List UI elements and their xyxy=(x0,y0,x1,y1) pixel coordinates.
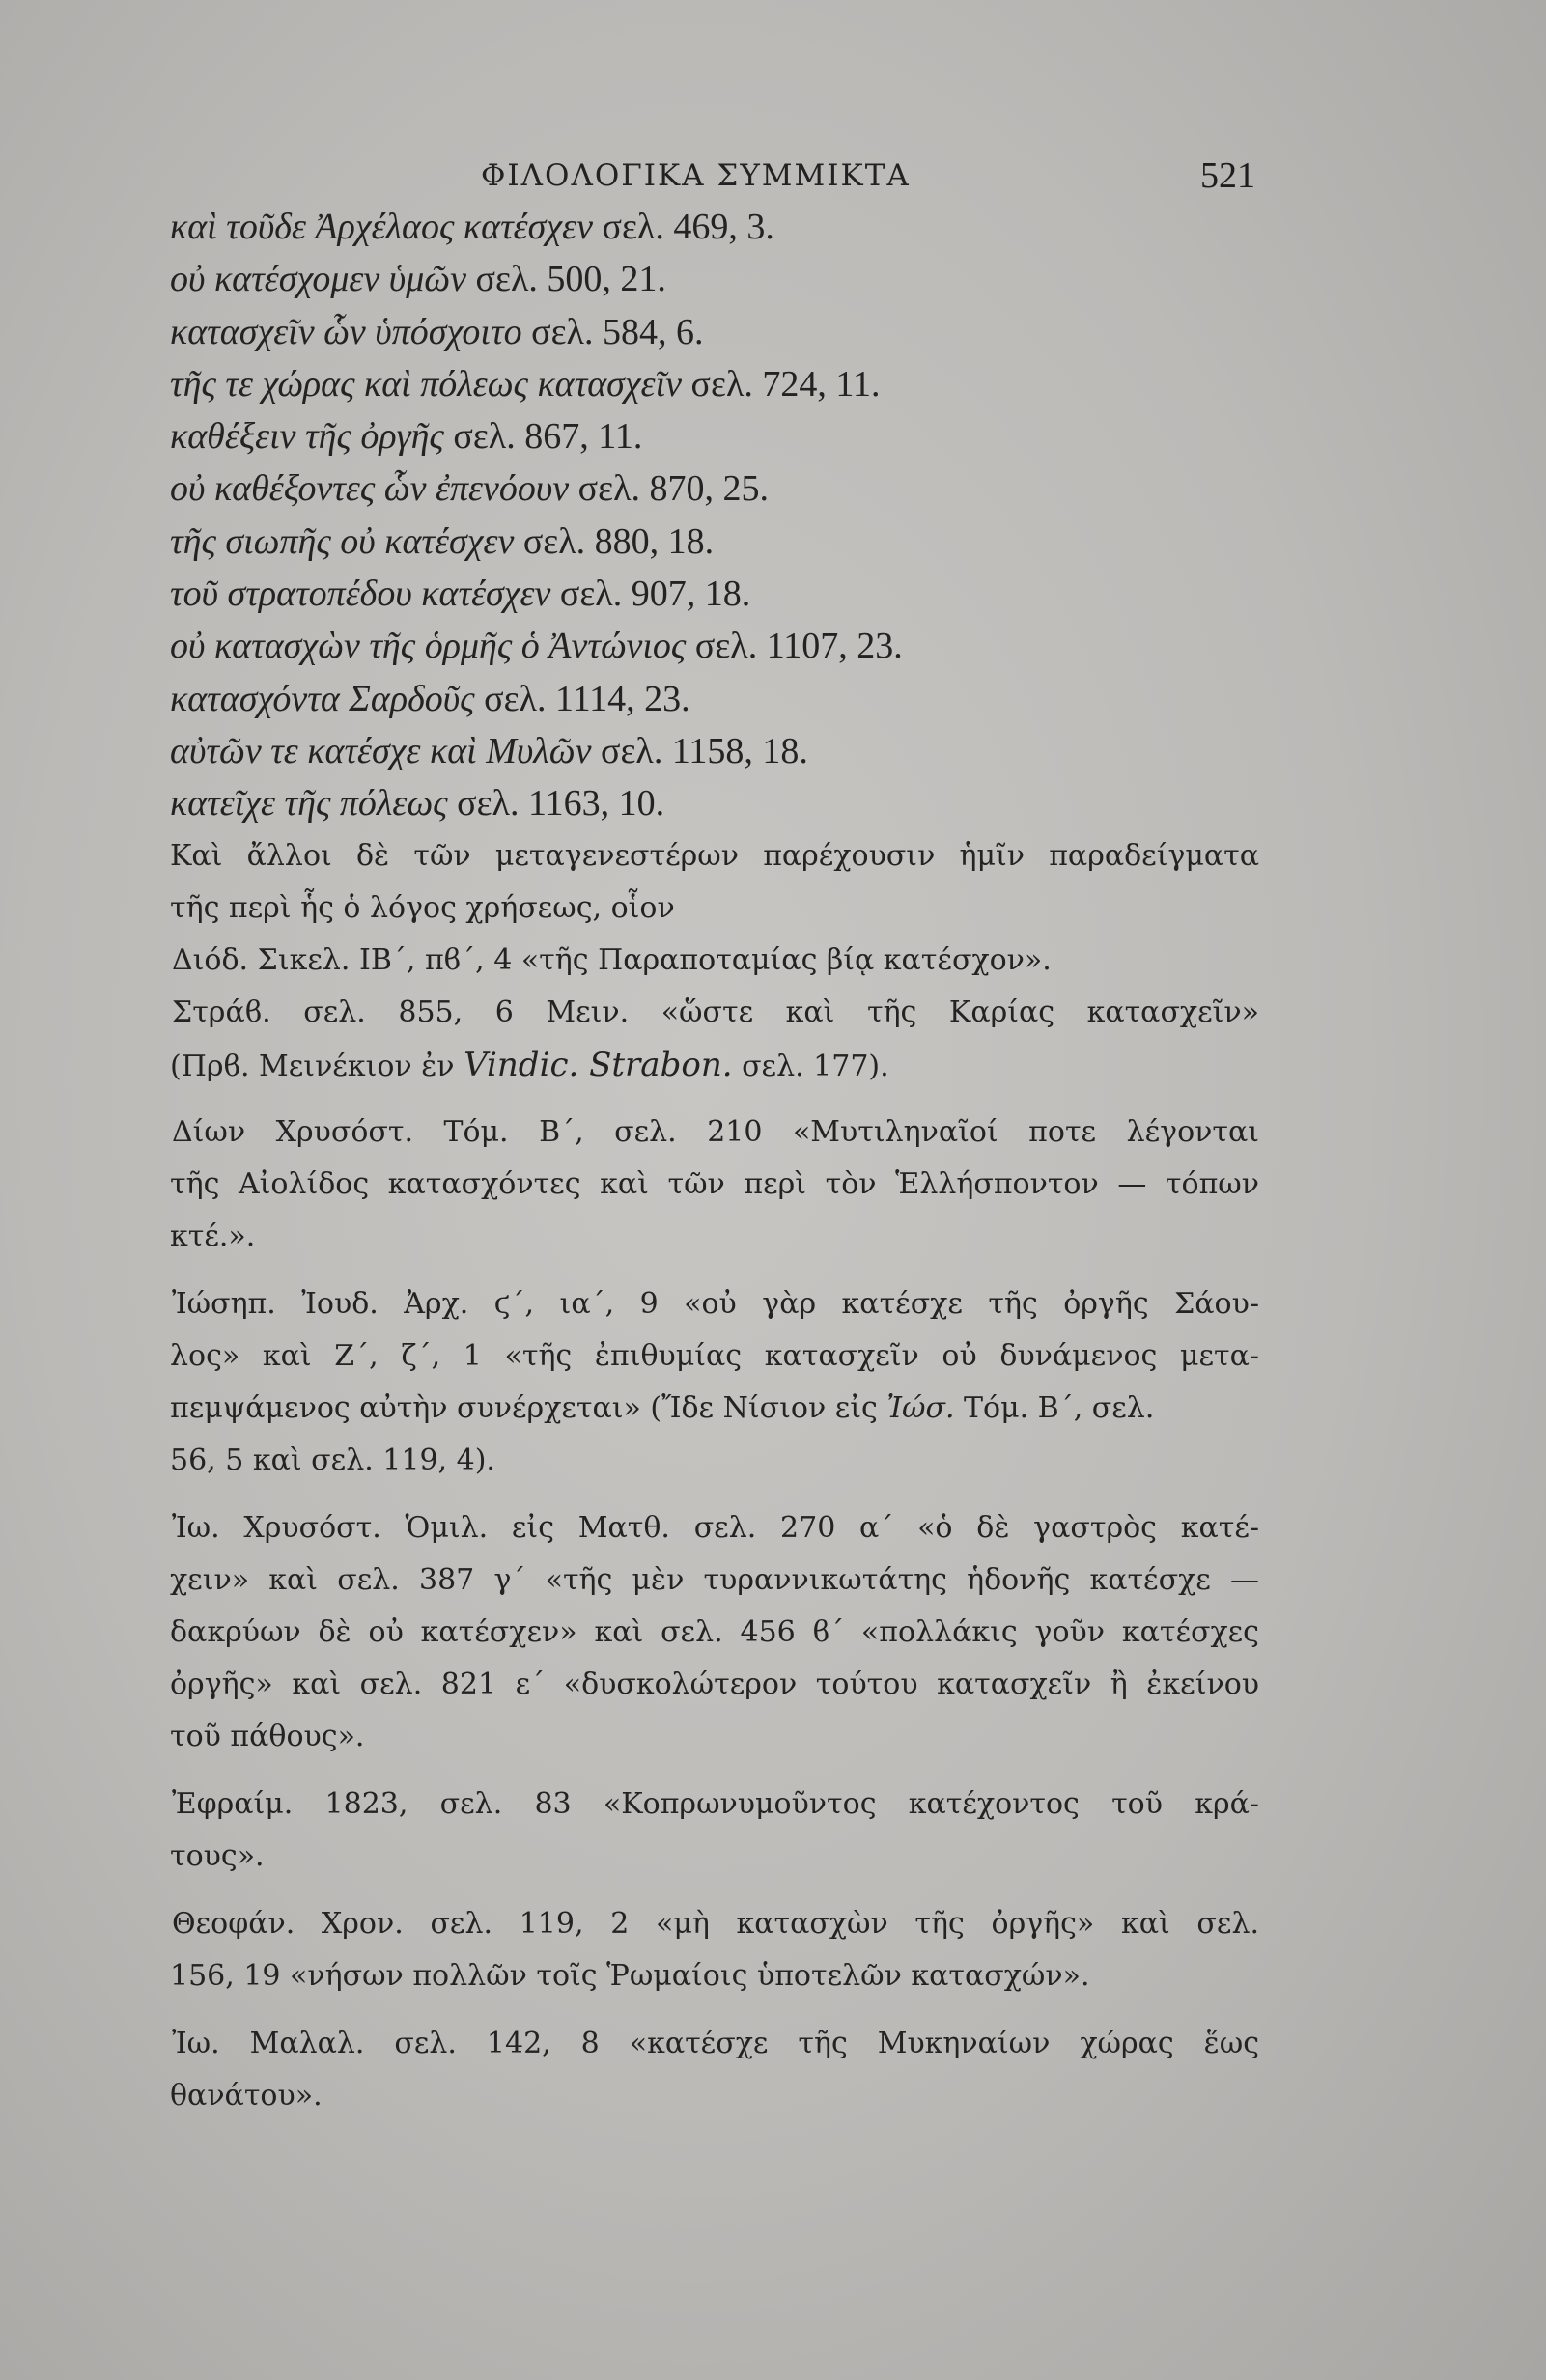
prose-text: θανάτου». xyxy=(170,2078,323,2113)
body-text xyxy=(170,201,1259,2122)
prose-line xyxy=(170,1435,1259,1487)
prose-body xyxy=(170,830,1259,2122)
prose-text: πεμψάμενος αὐτὴν συνέρχεται» (Ἴδε Νίσιον εἰς xyxy=(170,1390,887,1425)
citation-quote: κατεῖχε τῆς πόλεως xyxy=(170,783,448,825)
citation-quote: οὐ κατασχὼν τῆς ὁρμῆς ὁ Ἀντώνιος xyxy=(170,626,687,667)
citation-line xyxy=(170,620,1259,672)
citation-quote: καθέξειν τῆς ὀργῆς xyxy=(170,416,444,458)
citation-ref: σελ. 469, 3. xyxy=(602,207,774,247)
citation-ref: σελ. 1114, 23. xyxy=(484,678,690,719)
prose-text: τῆς Αἰολίδος κατασχόντες καὶ τῶν περὶ τὸν Ἑλλήσποντον — τόπων xyxy=(170,1166,1259,1201)
prose-text: Ἰω. Μαλαλ. σελ. 142, 8 «κατέσχε τῆς Μυκηναίων χώρας ἕως xyxy=(172,2026,1259,2060)
citation-ref: σελ. 880, 18. xyxy=(522,520,715,562)
prose-italic-text: Ἰώσ. xyxy=(886,1390,955,1425)
prose-text: ὀργῆς» καὶ σελ. 821 ε΄ «δυσκολώτερον τούτου κατασχεῖν ἢ ἐκείνου xyxy=(170,1666,1259,1701)
citation-quote: καὶ τοῦδε Ἀρχέλαος κατέσχεν xyxy=(170,207,593,247)
prose-line xyxy=(170,1383,1259,1435)
prose-line xyxy=(170,1711,1259,1763)
citation-line xyxy=(170,462,1259,515)
citation-line xyxy=(170,516,1259,568)
prose-line xyxy=(170,830,1259,882)
citation-list xyxy=(170,201,1259,830)
prose-text: Ἰώσηπ. Ἰουδ. Ἀρχ. ϛ΄, ια΄, 9 «οὐ γὰρ κατέσχε τῆς ὀργῆς Σάου- xyxy=(172,1286,1259,1321)
prose-text: Τόμ. Β΄, σελ. xyxy=(954,1390,1155,1425)
citation-line xyxy=(170,568,1259,620)
citation-ref: σελ. 867, 11. xyxy=(453,416,643,458)
prose-line xyxy=(170,1831,1259,1883)
prose-text: Ἐφραίμ. 1823, σελ. 83 «Κοπρωνυμοῦντος κατέχοντος τοῦ κρά- xyxy=(172,1786,1259,1821)
page-number: 521 xyxy=(1200,155,1255,196)
prose-text: Καὶ ἄλλοι δὲ τῶν μεταγενεστέρων παρέχουσιν ἡμῖν παραδείγματα xyxy=(170,838,1259,873)
citation-line xyxy=(170,358,1259,410)
citation-line xyxy=(170,201,1259,253)
citation-line xyxy=(170,410,1259,462)
citation-quote: τοῦ στρατοπέδου κατέσχεν xyxy=(170,574,551,615)
citation-line xyxy=(170,725,1259,777)
prose-line xyxy=(170,1278,1259,1330)
prose-text: τοῦ πάθους». xyxy=(170,1719,365,1753)
prose-text: Διόδ. Σικελ. ΙΒ΄, πϐ΄, 4 «τῆς Παραποταμίας βίᾳ κατέσχον». xyxy=(172,942,1052,977)
prose-line xyxy=(170,1211,1259,1263)
citation-quote: οὐ κατέσχομεν ὑμῶν xyxy=(170,259,466,300)
citation-ref: σελ. 724, 11. xyxy=(690,363,881,405)
citation-ref: σελ. 907, 18. xyxy=(559,574,751,615)
citation-ref: σελ. 1158, 18. xyxy=(600,730,808,771)
citation-ref: σελ. 1163, 10. xyxy=(457,783,665,825)
prose-line xyxy=(170,2070,1259,2122)
prose-line xyxy=(170,1039,1259,1091)
prose-line xyxy=(170,1778,1259,1831)
prose-line xyxy=(170,1607,1259,1659)
citation-quote: τῆς τε χώρας καὶ πόλεως κατασχεῖν xyxy=(170,363,683,405)
prose-text: χειν» καὶ σελ. 387 γ΄ «τῆς μὲν τυραννικωτάτης ἡδονῆς κατέσχε — xyxy=(170,1562,1259,1597)
prose-line xyxy=(170,2018,1259,2070)
citation-line xyxy=(170,306,1259,358)
prose-line xyxy=(170,1502,1259,1554)
prose-text: τους». xyxy=(170,1838,265,1873)
citation-ref: σελ. 870, 25. xyxy=(577,468,770,510)
citation-quote: οὐ καθέξοντες ὧν ἐπενόουν xyxy=(170,468,570,510)
prose-line xyxy=(170,1106,1259,1159)
citation-quote: αὐτῶν τε κατέσχε καὶ Μυλῶν xyxy=(170,730,592,771)
prose-text: Στράϐ. σελ. 855, 6 Μειν. «ὥστε καὶ τῆς Καρίας κατασχεῖν» xyxy=(172,994,1259,1029)
prose-text: Ἰω. Χρυσόστ. Ὁμιλ. εἰς Ματθ. σελ. 270 α΄ «ὁ δὲ γαστρὸς κατέ- xyxy=(172,1510,1259,1545)
prose-line xyxy=(170,1898,1259,1950)
prose-line xyxy=(170,987,1259,1039)
prose-line xyxy=(170,935,1259,987)
prose-text: δακρύων δὲ οὐ κατέσχεν» καὶ σελ. 456 ϐ΄ «πολλάκις γοῦν κατέσχες xyxy=(170,1614,1259,1649)
running-title: ΦΙΛΟΛΟΓΙΚΑ ΣΥΜΜΙΚΤΑ xyxy=(481,158,911,193)
prose-line xyxy=(170,1950,1259,2002)
citation-ref: σελ. 1107, 23. xyxy=(694,626,903,667)
citation-quote: κατασχεῖν ὧν ὑπόσχοιτο xyxy=(170,311,522,352)
prose-text: 56, 5 καὶ σελ. 119, 4). xyxy=(170,1442,495,1477)
citation-line xyxy=(170,253,1259,305)
prose-line xyxy=(170,882,1259,935)
prose-text: Θεοφάν. Χρον. σελ. 119, 2 «μὴ κατασχὼν τῆς ὀργῆς» καὶ σελ. xyxy=(172,1906,1259,1941)
prose-text: σελ. 177). xyxy=(732,1049,889,1083)
citation-quote: τῆς σιωπῆς οὐ κατέσχεν xyxy=(170,520,515,562)
citation-line xyxy=(170,673,1259,725)
citation-line xyxy=(170,777,1259,829)
prose-line xyxy=(170,1554,1259,1607)
citation-quote: κατασχόντα Σαρδοῦς xyxy=(170,678,475,719)
prose-text: (Πρϐ. Μεινέκιον ἐν xyxy=(170,1049,464,1083)
prose-line xyxy=(170,1659,1259,1711)
prose-text: λος» καὶ Ζ΄, ζ΄, 1 «τῆς ἐπιθυμίας κατασχεῖν οὐ δυνάμενος μετα- xyxy=(170,1338,1259,1373)
prose-line xyxy=(170,1159,1259,1211)
prose-text: τῆς περὶ ἧς ὁ λόγος χρήσεως, οἷον xyxy=(170,890,675,925)
prose-line xyxy=(170,1330,1259,1383)
prose-italic-text: Vindic. Strabon. xyxy=(464,1045,733,1084)
prose-text: Δίων Χρυσόστ. Τόμ. Β΄, σελ. 210 «Μυτιληναῖοί ποτε λέγονται xyxy=(172,1114,1259,1149)
prose-text: 156, 19 «νήσων πολλῶν τοῖς Ῥωμαίοις ὑποτελῶν κατασχών». xyxy=(170,1958,1090,1993)
prose-text: κτέ.». xyxy=(170,1218,256,1253)
page-header xyxy=(164,154,1255,203)
citation-ref: σελ. 500, 21. xyxy=(475,259,666,300)
citation-ref: σελ. 584, 6. xyxy=(531,311,704,352)
